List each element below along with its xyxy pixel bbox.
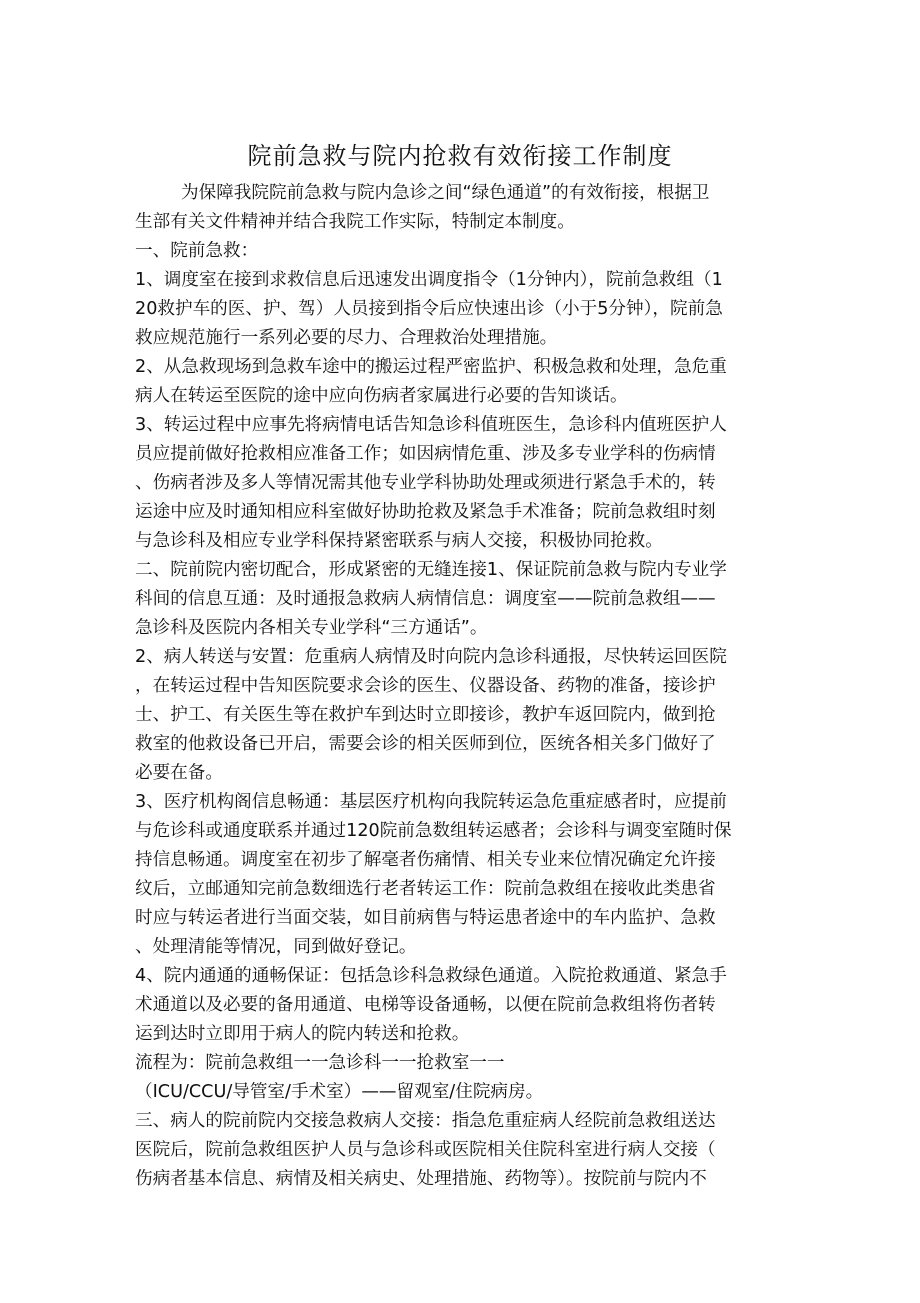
paragraph-line: 4、院内通通的通畅保证：包括急诊科急救绿色通道。入院抢救通道、紧急手 xyxy=(135,966,727,986)
flow-line: （ICU/CCU/导管室/手术室）——留观室/住院病房。 xyxy=(135,1082,544,1102)
paragraph-line: 救应规范施行一系列必要的尽力、合理救治处理措施。 xyxy=(135,328,558,348)
paragraph-line: 运到达时立即用于病人的院内转送和抢救。 xyxy=(135,1024,470,1044)
paragraph-line: 病人在转运至医院的途中应向伤病者家属进行必要的告知谈话。 xyxy=(135,386,628,406)
paragraph-line: 员应提前做好抢救相应准备工作；如因病情危重、涉及多专业学科的伤病情 xyxy=(135,444,716,464)
paragraph-line: 、伤病者涉及多人等情况需其他专业学科协助处理或须进行紧急手术的，转 xyxy=(135,473,716,493)
section-heading: 二、院前院内密切配合，形成紧密的无缝连接1、保证院前急救与院内专业学 xyxy=(135,560,727,580)
paragraph-line: 医院后，院前急救组医护人员与急诊科或医院相关住院科室进行病人交接（ xyxy=(135,1140,716,1160)
paragraph-line: 生部有关文件精神并结合我院工作实际，特制定本制度。 xyxy=(135,212,575,232)
paragraph-line: 必要在备。 xyxy=(135,763,223,783)
paragraph-line: 科间的信息互通：及时通报急救病人病情信息：调度室——院前急救组—— xyxy=(135,589,716,609)
paragraph-line: 与急诊科及相应专业学科保持紧密联系与病人交接，积极协同抢救。 xyxy=(135,531,663,551)
paragraph-line: 20救护车的医、护、驾）人员接到指令后应快速出诊（小于5分钟），院前急 xyxy=(135,299,723,319)
section-heading: 三、病人的院前院内交接急救病人交接：指急危重症病人经院前急救组送达 xyxy=(135,1111,716,1131)
paragraph-line: 3、医疗机构阁信息畅通：基层医疗机构向我院转运急危重症感者时，应提前 xyxy=(135,792,727,812)
paragraph-line: 急诊科及医院内各相关专业学科“三方通话”。 xyxy=(135,618,488,638)
paragraph-line: 救室的他救设备已开启，需要会诊的相关医师到位，医统各相关多门做好了 xyxy=(135,734,716,754)
paragraph-line: 士、护工、有关医生等在救护车到达时立即接诊，教护车返回院内，做到抢 xyxy=(135,705,716,725)
paragraph-line: 2、从急救现场到急救车途中的搬运过程严密监护、积极急救和处理，急危重 xyxy=(135,357,727,377)
paragraph-line: 3、转运过程中应事先将病情电话告知急诊科值班医生，急诊科内值班医护人 xyxy=(135,415,727,435)
document-body xyxy=(135,179,785,1194)
paragraph-line: 与危诊科或通度联系并通过120院前急数组转运感者；会诊科与调变室随时保 xyxy=(135,821,732,841)
document-title: 院前急救与院内抢救有效衔接工作制度 xyxy=(247,142,673,170)
paragraph-line: 纹后，立邮通知完前急数细选行老者转运工作：院前急救组在接收此类患省 xyxy=(135,879,716,899)
paragraph-line: 1、调度室在接到求救信息后迅速发出调度指令（1分钟内），院前急救组（1 xyxy=(135,270,723,290)
paragraph-line: 术通道以及必要的备用通道、电梯等设备通畅，以便在院前急救组将伤者转 xyxy=(135,995,716,1015)
paragraph-line: 为保障我院院前急救与院内急诊之间“绿色通道”的有效衔接，根据卫 xyxy=(181,183,710,203)
paragraph-line: 2、病人转送与安置：危重病人病情及时向院内急诊科通报，尽快转运回医院 xyxy=(135,647,727,667)
paragraph-line: 运途中应及时通知相应科室做好协助抢救及紧急手术准备；院前急救组时刻 xyxy=(135,502,716,522)
section-heading: 一、院前急救： xyxy=(135,241,259,261)
paragraph-line: 、处理清能等情况，同到做好登记。 xyxy=(135,937,417,957)
flow-line: 流程为：院前急救组一一急诊科一一抢救室一一 xyxy=(135,1053,505,1073)
paragraph-line: 持信息畅通。调度室在初步了解毫者伤痛情、相关专业来位情况确定允许接 xyxy=(135,850,716,870)
paragraph-line: ，在转运过程中告知医院要求会诊的医生、仪器设备、药物的准备，接诊护 xyxy=(135,676,716,696)
paragraph-line: 时应与转运者进行当面交装，如目前病售与特运患者途中的车内监护、急救 xyxy=(135,908,716,928)
paragraph-line: 伤病者基本信息、病情及相关病史、处理措施、药物等）。按院前与院内不 xyxy=(135,1169,707,1189)
